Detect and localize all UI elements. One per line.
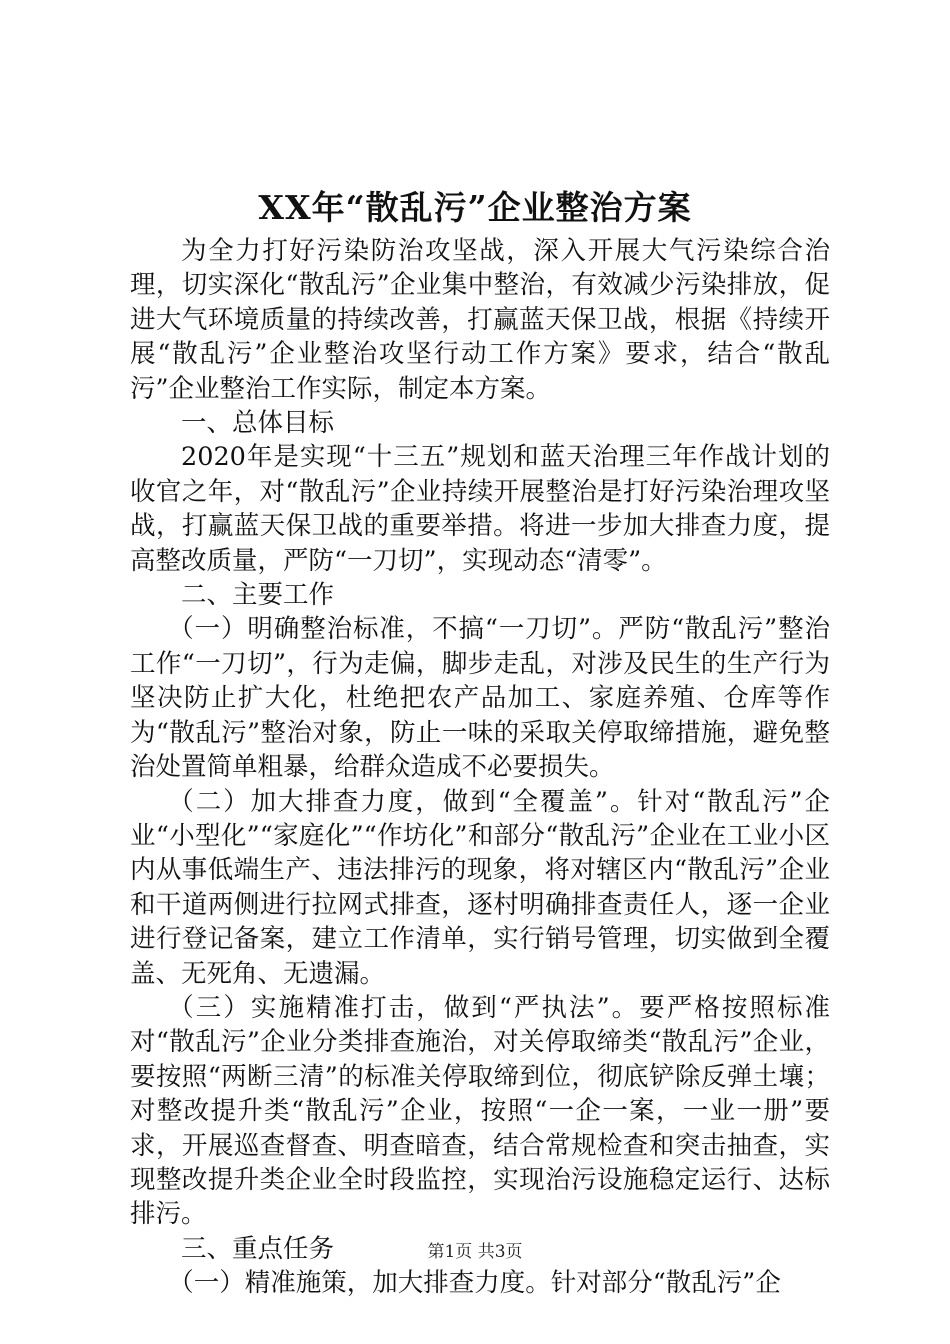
- section-heading-main-work: 二、主要工作: [181, 580, 335, 611]
- main-work-item-3: （三）实施精准打击，做到“严执法”。要严格按照标准对“散乱污”企业分类排查施治，对关停取缔类“散乱污”企业，要按照“两断三清”的标准关停取缔到位，彻底铲除反弹土壤；对整改提升类“散乱污”企业，按照“一企一案，一业一册”要求，开展巡查督查、明查暗查，结合常规检查和突击抽查，实现整改提升类企业全时段监控，实现治污设施稳定运行、达标排污。: [130, 992, 830, 1230]
- key-task-item-1: （一）精准施策，加大排查力度。针对部分“散乱污”企: [168, 1268, 781, 1299]
- section-heading-key-tasks: 三、重点任务: [181, 1233, 335, 1264]
- overall-goal-paragraph: 2020年是实现“十三五”规划和蓝天治理三年作战计划的收官之年，对“散乱污”企业持续开展整治是打好污染治理攻坚战，打赢蓝天保卫战的重要举措。将进一步加大排查力度，提高整改质量，严防“一刀切”，实现动态“清零”。: [130, 442, 830, 576]
- document-body: [130, 234, 830, 1301]
- intro-paragraph: 为全力打好污染防治攻坚战，深入开展大气污染综合治理，切实深化“散乱污”企业集中整治，有效减少污染排放，促进大气环境质量的持续改善，打赢蓝天保卫战，根据《持续开展“散乱污”企业整治攻坚行动工作方案》要求，结合“散乱污”企业整治工作实际，制定本方案。: [130, 236, 830, 404]
- section-heading-overall-goal: 一、总体目标: [181, 408, 335, 439]
- document-title: XX年“散乱污”企业整治方案: [258, 188, 692, 227]
- main-work-item-1: （一）明确整治标准，不搞“一刀切”。严防“散乱污”整治工作“一刀切”，行为走偏，脚步走乱，对涉及民生的生产行为坚决防止扩大化，杜绝把农产品加工、家庭养殖、仓库等作为“散乱污”整治对象，防止一味的采取关停取缔措施，避免整治处置简单粗暴，给群众造成不必要损失。: [130, 614, 830, 783]
- main-work-item-2: （二）加大排查力度，做到“全覆盖”。针对“散乱污”企业“小型化”“家庭化”“作坊化”和部分“散乱污”企业在工业小区内从事低端生产、违法排污的现象，将对辖区内“散乱污”企业和干道两侧进行拉网式排查，逐村明确排查责任人，逐一企业进行登记备案，建立工作清单，实行销号管理，切实做到全覆盖、无死角、无遗漏。: [130, 786, 830, 989]
- page-footer: 第1页 共3页: [427, 1242, 523, 1262]
